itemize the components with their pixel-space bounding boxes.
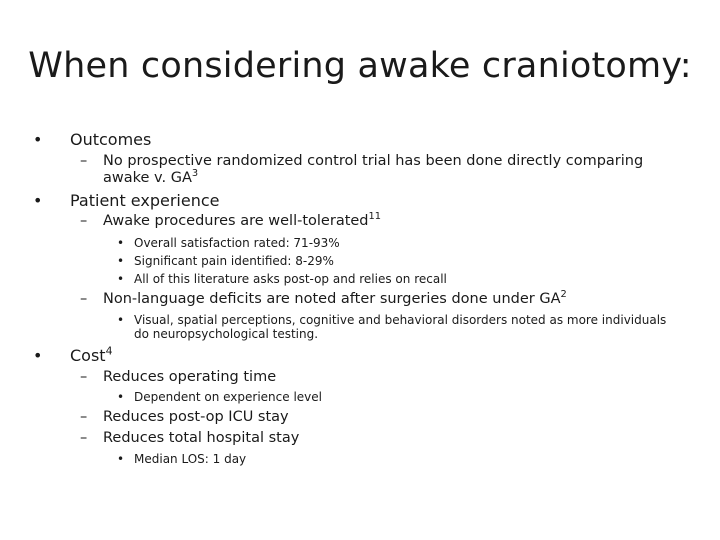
small-bullet-icon: • [117,390,125,404]
detail-visual-line2: do neuropsychological testing. [134,327,319,341]
bullet-icon: • [33,130,43,149]
reference-superscript: 4 [105,344,113,358]
sub-bullet-non-language [103,291,567,307]
reference-superscript: 11 [368,211,382,223]
detail-visual-line1: Visual, spatial perceptions, cognitive and behavioral disorders noted as more individuals [134,313,667,327]
bullet-cost [70,346,113,365]
sub-bullet-icu-stay: Reduces post-op ICU stay [103,409,289,425]
dash-icon: – [80,409,88,425]
dash-icon: – [80,213,88,229]
sub-bullet-hospital-stay: Reduces total hospital stay [103,430,300,446]
dash-icon: – [80,369,88,385]
sub-bullet-no-rct-line1: No prospective randomized control trial has been done directly comparing [103,153,644,169]
small-bullet-icon: • [117,313,125,327]
reference-superscript: 2 [560,289,567,301]
well-tolerated-text: Awake procedures are well-tolerated [103,213,369,229]
small-bullet-icon: • [117,272,125,286]
bullet-icon: • [33,191,43,210]
sub-bullet-operating-time: Reduces operating time [103,369,277,385]
non-language-text: Non-language deficits are noted after surgeries done under GA [103,291,561,307]
small-bullet-icon: • [117,452,125,466]
bullet-icon: • [33,346,43,365]
detail-pain: Significant pain identified: 8-29% [134,254,334,268]
bullet-patient-experience: Patient experience [70,191,220,210]
detail-median-los: Median LOS: 1 day [134,452,247,466]
detail-literature: All of this literature asks post-op and relies on recall [134,272,447,286]
sub-bullet-no-rct-line2 [103,170,198,186]
reference-superscript: 3 [191,168,199,180]
slide-title: When considering awake craniotomy: [28,46,692,86]
dash-icon: – [80,153,88,169]
dash-icon: – [80,291,88,307]
dash-icon: – [80,430,88,446]
detail-satisfaction: Overall satisfaction rated: 71-93% [134,236,340,250]
cost-text: Cost [70,346,106,365]
no-rct-text: awake v. GA [103,170,192,186]
small-bullet-icon: • [117,236,125,250]
detail-experience-level: Dependent on experience level [134,390,322,404]
small-bullet-icon: • [117,254,125,268]
bullet-outcomes: Outcomes [70,130,152,149]
sub-bullet-well-tolerated [103,213,381,229]
